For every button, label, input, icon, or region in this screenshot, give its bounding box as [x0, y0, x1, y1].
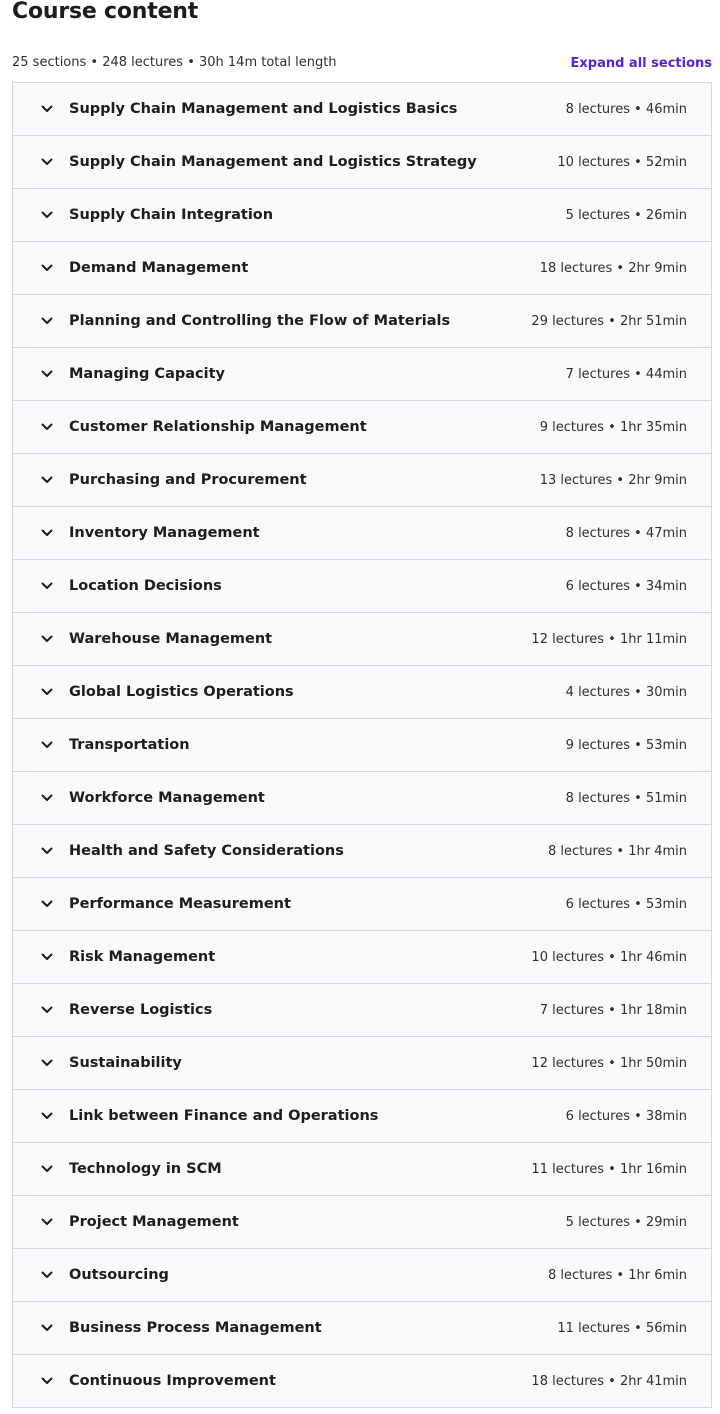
chevron-down-icon [41, 315, 53, 327]
sections-list [12, 82, 712, 1408]
section-row-10[interactable] [13, 560, 711, 613]
section-meta: 9 lectures • 53min [565, 737, 687, 753]
chevron-down-icon [41, 156, 53, 168]
section-row-19[interactable] [13, 1037, 711, 1090]
section-title: Technology in SCM [69, 1161, 222, 1177]
chevron-down-icon [41, 633, 53, 645]
section-title: Continuous Improvement [69, 1373, 276, 1389]
section-meta: 7 lectures • 1hr 18min [539, 1002, 687, 1018]
section-row-2[interactable] [13, 136, 711, 189]
section-title: Managing Capacity [69, 366, 225, 382]
section-title: Reverse Logistics [69, 1002, 213, 1018]
section-meta: 8 lectures • 46min [565, 101, 687, 117]
section-title: Demand Management [69, 260, 249, 276]
section-meta: 11 lectures • 1hr 16min [531, 1161, 687, 1177]
section-title: Warehouse Management [69, 631, 273, 647]
section-meta: 10 lectures • 1hr 46min [531, 949, 687, 965]
section-title: Sustainability [69, 1055, 182, 1071]
chevron-down-icon [41, 1269, 53, 1281]
section-title: Supply Chain Management and Logistics Strategy [69, 154, 477, 170]
expand-all-sections-button[interactable]: Expand all sections [570, 55, 712, 71]
section-title: Performance Measurement [69, 896, 291, 912]
section-row-22[interactable] [13, 1196, 711, 1249]
chevron-down-icon [41, 686, 53, 698]
section-meta: 5 lectures • 29min [565, 1214, 687, 1230]
section-row-20[interactable] [13, 1090, 711, 1143]
chevron-down-icon [41, 898, 53, 910]
chevron-down-icon [41, 739, 53, 751]
section-row-8[interactable] [13, 454, 711, 507]
section-row-23[interactable] [13, 1249, 711, 1302]
chevron-down-icon [41, 951, 53, 963]
section-meta: 8 lectures • 1hr 4min [547, 843, 687, 859]
chevron-down-icon [41, 1110, 53, 1122]
chevron-down-icon [41, 1216, 53, 1228]
section-row-9[interactable] [13, 507, 711, 560]
section-meta: 6 lectures • 34min [565, 578, 687, 594]
section-row-6[interactable] [13, 348, 711, 401]
section-meta: 29 lectures • 2hr 51min [531, 313, 687, 329]
section-meta: 13 lectures • 2hr 9min [539, 472, 687, 488]
section-meta: 6 lectures • 38min [565, 1108, 687, 1124]
section-row-13[interactable] [13, 719, 711, 772]
section-title: Business Process Management [69, 1320, 322, 1336]
section-row-5[interactable] [13, 295, 711, 348]
section-row-4[interactable] [13, 242, 711, 295]
section-meta: 4 lectures • 30min [565, 684, 687, 700]
section-title: Planning and Controlling the Flow of Materials [69, 313, 451, 329]
chevron-down-icon [41, 1057, 53, 1069]
section-title: Global Logistics Operations [69, 684, 294, 700]
section-row-14[interactable] [13, 772, 711, 825]
section-title: Project Management [69, 1214, 239, 1230]
page-title: Course content [12, 0, 199, 24]
section-title: Inventory Management [69, 525, 260, 541]
section-row-15[interactable] [13, 825, 711, 878]
section-row-11[interactable] [13, 613, 711, 666]
section-meta: 18 lectures • 2hr 41min [531, 1373, 687, 1389]
section-meta: 9 lectures • 1hr 35min [539, 419, 687, 435]
section-title: Supply Chain Integration [69, 207, 274, 223]
section-row-3[interactable] [13, 189, 711, 242]
section-title: Supply Chain Management and Logistics Basics [69, 101, 458, 117]
section-meta: 11 lectures • 56min [557, 1320, 687, 1336]
section-title: Link between Finance and Operations [69, 1108, 379, 1124]
chevron-down-icon [41, 209, 53, 221]
section-title: Health and Safety Considerations [69, 843, 344, 859]
chevron-down-icon [41, 1322, 53, 1334]
section-meta: 8 lectures • 47min [565, 525, 687, 541]
section-title: Outsourcing [69, 1267, 169, 1283]
section-title: Purchasing and Procurement [69, 472, 307, 488]
section-meta: 5 lectures • 26min [565, 207, 687, 223]
section-meta: 8 lectures • 51min [565, 790, 687, 806]
section-row-21[interactable] [13, 1143, 711, 1196]
section-meta: 8 lectures • 1hr 6min [547, 1267, 687, 1283]
chevron-down-icon [41, 1004, 53, 1016]
section-meta: 10 lectures • 52min [557, 154, 687, 170]
section-meta: 7 lectures • 44min [565, 366, 687, 382]
section-row-24[interactable] [13, 1302, 711, 1355]
chevron-down-icon [41, 792, 53, 804]
section-row-12[interactable] [13, 666, 711, 719]
section-title: Risk Management [69, 949, 216, 965]
section-meta: 6 lectures • 53min [565, 896, 687, 912]
section-row-7[interactable] [13, 401, 711, 454]
section-row-1[interactable] [13, 83, 711, 136]
chevron-down-icon [41, 474, 53, 486]
chevron-down-icon [41, 262, 53, 274]
section-row-16[interactable] [13, 878, 711, 931]
section-title: Customer Relationship Management [69, 419, 367, 435]
section-meta: 18 lectures • 2hr 9min [539, 260, 687, 276]
section-title: Workforce Management [69, 790, 265, 806]
section-meta: 12 lectures • 1hr 11min [531, 631, 687, 647]
section-meta: 12 lectures • 1hr 50min [531, 1055, 687, 1071]
summary-row [12, 52, 712, 72]
chevron-down-icon [41, 368, 53, 380]
section-row-18[interactable] [13, 984, 711, 1037]
section-row-25[interactable] [13, 1355, 711, 1408]
chevron-down-icon [41, 421, 53, 433]
chevron-down-icon [41, 580, 53, 592]
section-row-17[interactable] [13, 931, 711, 984]
chevron-down-icon [41, 845, 53, 857]
chevron-down-icon [41, 1163, 53, 1175]
chevron-down-icon [41, 1375, 53, 1387]
course-summary: 25 sections • 248 lectures • 30h 14m total length [12, 54, 337, 70]
chevron-down-icon [41, 103, 53, 115]
section-title: Transportation [69, 737, 190, 753]
chevron-down-icon [41, 527, 53, 539]
section-title: Location Decisions [69, 578, 222, 594]
